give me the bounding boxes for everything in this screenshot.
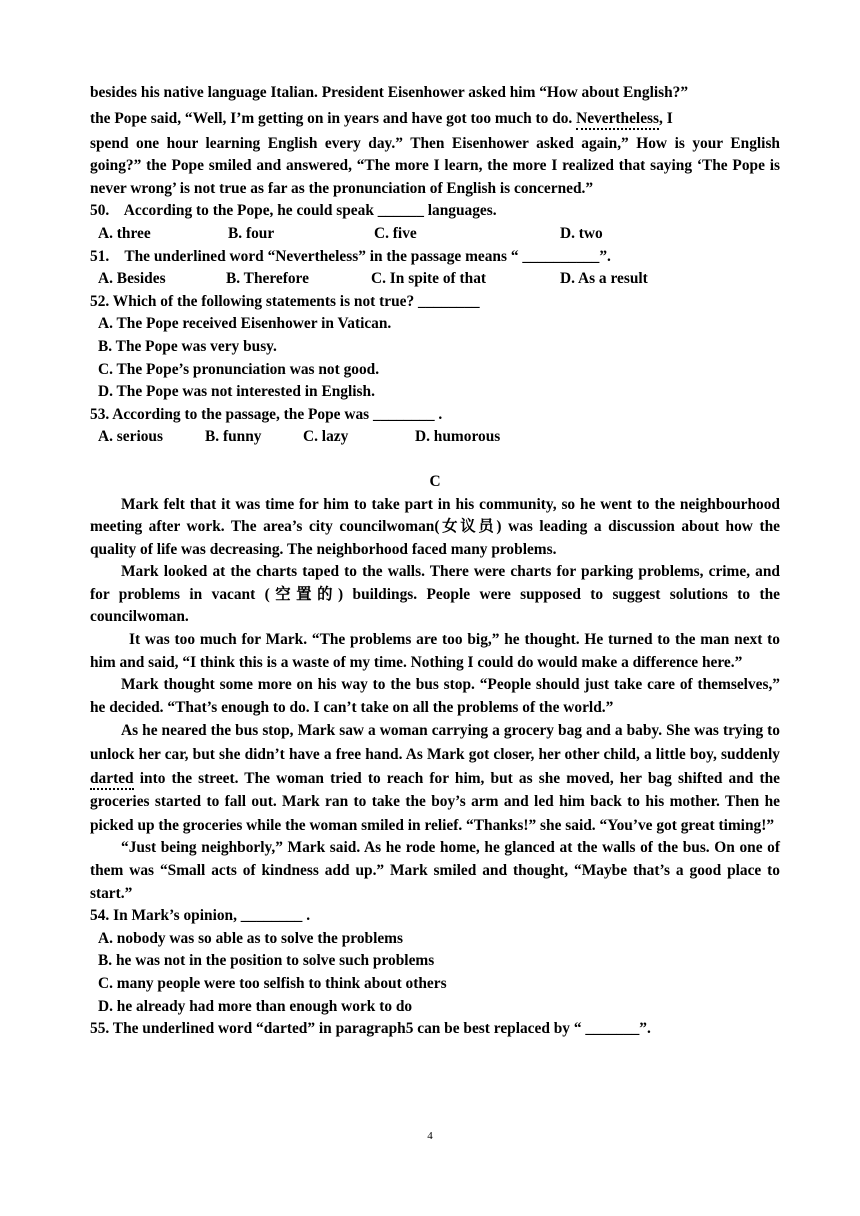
q50-option-a: A. three [98,224,151,242]
page-number: 4 [427,1130,433,1142]
underlined-word-nevertheless: Nevertheless [576,110,659,130]
passage-c-p5-pre: As he neared the bus stop, Mark saw a woman carrying a grocery bag and a baby. She was trying to unlock her car, but she didn’t have a free hand. As Mark got closer, her other child, a little boy, suddenly [90,722,780,764]
q53-option-d: D. humorous [415,428,501,446]
q51-option-d: D. As a result [560,270,648,288]
passage-c-heading: C [429,472,441,490]
q54-option-c: C. many people were too selfish to think about others [98,974,447,992]
passage-b-rest: spend one hour learning English every day.” Then Eisenhower asked again,” How is your English going?” the Pope smiled and answered, “The more I learn, the more I realized that saying ‘The Pope is never wrong’ is not true as far as the pronunciation of English is concerned.” [90,134,780,197]
passage-b-line1: besides his native language Italian. President Eisenhower asked him “How about English?” [90,84,689,101]
passage-c-paragraph-5 [90,719,780,837]
q51-option-a: A. Besides [98,270,166,288]
question-51-stem: 51. The underlined word “Nevertheless” in the passage means “ __________”. [90,247,611,265]
question-53-stem: 53. According to the passage, the Pope was ________ . [90,405,443,423]
q53-option-c: C. lazy [303,428,349,446]
q50-option-d: D. two [560,224,603,242]
passage-b-line2 [90,105,780,133]
q54-option-d: D. he already had more than enough work to do [98,997,413,1015]
question-50-stem: 50. According to the Pope, he could speak ______ languages. [90,202,497,220]
q52-option-b: B. The Pope was very busy. [98,337,277,355]
q52-option-d: D. The Pope was not interested in English. [98,383,375,401]
q54-option-a: A. nobody was so able as to solve the problems [98,929,403,947]
question-54-stem: 54. In Mark’s opinion, ________ . [90,907,311,925]
underlined-word-darted: darted [90,770,134,790]
passage-c-paragraph-4: Mark thought some more on his way to the bus stop. “People should just take care of themselves,” he decided. “That’s enough to do. I can’t take on all the problems of the world.” [90,676,780,716]
q52-option-c: C. The Pope’s pronunciation was not good. [98,360,380,378]
q54-option-b: B. he was not in the position to solve such problems [98,952,435,970]
question-52-stem: 52. Which of the following statements is not true? ________ [90,292,480,310]
passage-c-paragraph-6: “Just being neighborly,” Mark said. As he rode home, he glanced at the walls of the bus. On one of them was “Small acts of kindness add up.” Mark smiled and thought, “Maybe that’s a good place to start.” [90,839,780,902]
passage-c-paragraph-3: It was too much for Mark. “The problems are too big,” he thought. He turned to the man next to him and said, “I think this is a waste of my time. Nothing I could do would make a difference here.” [90,631,780,671]
passage-b-line2-pre: the Pope said, “Well, I’m getting on in years and have got too much to do. [90,109,577,127]
passage-c-paragraph-1: Mark felt that it was time for him to take part in his community, so he went to the neighbourhood meeting after work. The area’s city councilwoman(女议员) was leading a discussion about how the quality of life was decreasing. The neighborhood faced many problems. [90,495,780,558]
q51-option-c: C. In spite of that [371,270,487,288]
question-51-options [90,268,780,291]
question-55-stem: 55. The underlined word “darted” in paragraph5 can be best replaced by “ _______”. [90,1020,651,1038]
exam-page [90,82,780,1041]
passage-c-paragraph-2: Mark looked at the charts taped to the walls. There were charts for parking problems, crime, and for problems in vacant (空置的) buildings. People were supposed to suggest solutions to the councilwoman. [90,563,780,626]
question-50-options [90,223,780,246]
q50-option-c: C. five [374,224,417,242]
question-53-options [90,426,780,449]
q53-option-a: A. serious [98,428,163,446]
passage-c-p5-post: into the street. The woman tried to reach for him, but as she moved, her bag shifted and the groceries started to fall out. Mark ran to take the boy’s arm and led him back to his mother. Then he picked up the groceries while the woman smiled in relief. “Thanks!” she said. “You’ve got great timing!” [90,769,780,834]
q52-option-a: A. The Pope received Eisenhower in Vatican. [98,315,392,333]
passage-b-line2-post: , I [659,109,673,127]
q50-option-b: B. four [228,224,275,242]
q53-option-b: B. funny [205,428,262,446]
q51-option-b: B. Therefore [226,270,309,288]
